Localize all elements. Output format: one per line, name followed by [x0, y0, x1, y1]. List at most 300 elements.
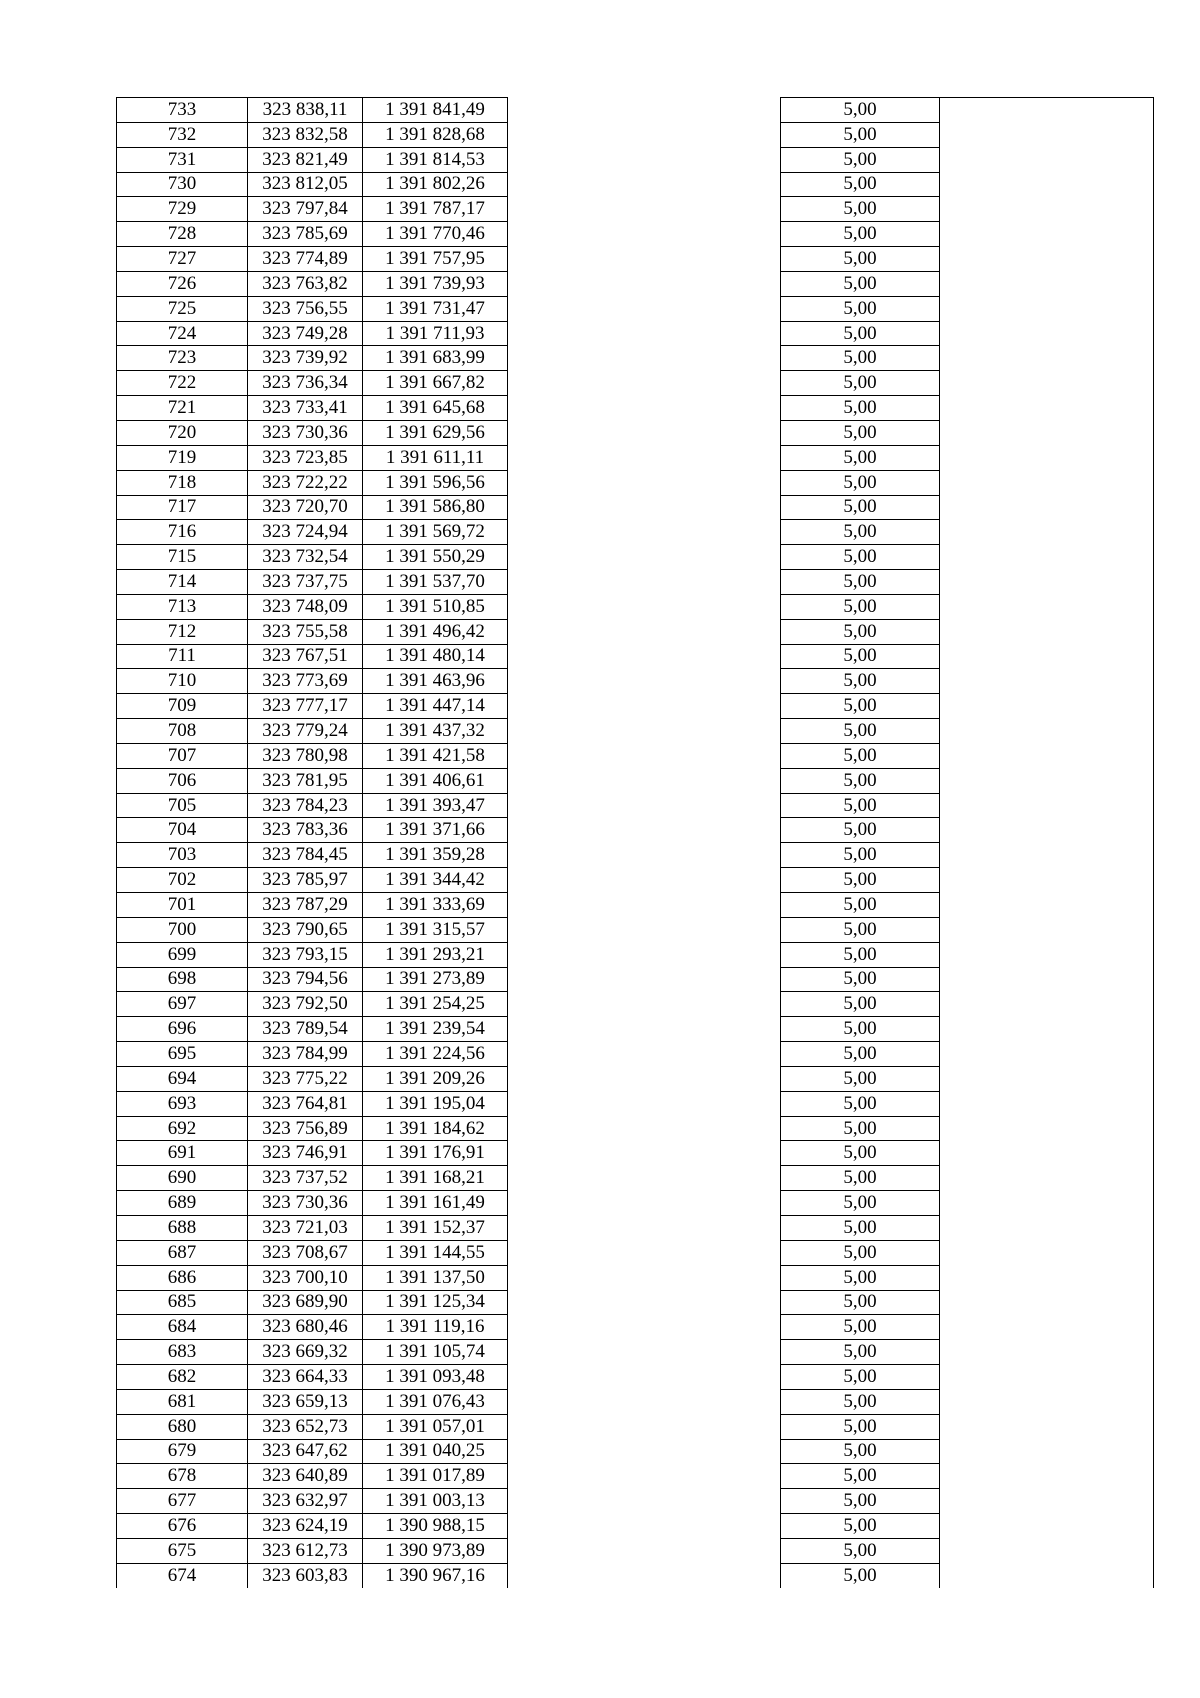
blank-cell: [940, 992, 1154, 1017]
value-cell: 5,00: [781, 1191, 940, 1216]
y-coordinate-cell: 1 391 293,21: [363, 942, 508, 967]
table-row: [117, 147, 1154, 172]
value-cell: 5,00: [781, 743, 940, 768]
y-coordinate-cell: 1 391 841,49: [363, 98, 508, 123]
blank-cell: [508, 1290, 781, 1315]
table-row: [117, 271, 1154, 296]
x-coordinate-cell: 323 838,11: [248, 98, 363, 123]
y-coordinate-cell: 1 391 168,21: [363, 1166, 508, 1191]
y-coordinate-cell: 1 391 437,32: [363, 719, 508, 744]
blank-cell: [508, 644, 781, 669]
value-cell: 5,00: [781, 1066, 940, 1091]
table-row: [117, 942, 1154, 967]
blank-cell: [508, 917, 781, 942]
blank-cell: [508, 296, 781, 321]
point-number-cell: 725: [117, 296, 248, 321]
y-coordinate-cell: 1 391 814,53: [363, 147, 508, 172]
y-coordinate-cell: 1 391 667,82: [363, 371, 508, 396]
value-cell: 5,00: [781, 1414, 940, 1439]
x-coordinate-cell: 323 784,23: [248, 793, 363, 818]
x-coordinate-cell: 323 748,09: [248, 594, 363, 619]
blank-cell: [508, 197, 781, 222]
blank-cell: [940, 694, 1154, 719]
x-coordinate-cell: 323 789,54: [248, 1017, 363, 1042]
point-number-cell: 726: [117, 271, 248, 296]
x-coordinate-cell: 323 724,94: [248, 520, 363, 545]
value-cell: 5,00: [781, 992, 940, 1017]
coordinates-table-body: [117, 98, 1154, 1588]
table-row: [117, 1340, 1154, 1365]
point-number-cell: 710: [117, 669, 248, 694]
blank-cell: [940, 172, 1154, 197]
blank-cell: [940, 1141, 1154, 1166]
table-row: [117, 1489, 1154, 1514]
value-cell: 5,00: [781, 296, 940, 321]
y-coordinate-cell: 1 391 315,57: [363, 917, 508, 942]
point-number-cell: 727: [117, 247, 248, 272]
x-coordinate-cell: 323 779,24: [248, 719, 363, 744]
x-coordinate-cell: 323 764,81: [248, 1091, 363, 1116]
blank-cell: [940, 122, 1154, 147]
blank-cell: [508, 768, 781, 793]
y-coordinate-cell: 1 391 371,66: [363, 818, 508, 843]
x-coordinate-cell: 323 737,52: [248, 1166, 363, 1191]
x-coordinate-cell: 323 763,82: [248, 271, 363, 296]
blank-cell: [940, 346, 1154, 371]
x-coordinate-cell: 323 739,92: [248, 346, 363, 371]
blank-cell: [940, 570, 1154, 595]
value-cell: 5,00: [781, 669, 940, 694]
point-number-cell: 707: [117, 743, 248, 768]
point-number-cell: 719: [117, 445, 248, 470]
value-cell: 5,00: [781, 942, 940, 967]
x-coordinate-cell: 323 784,99: [248, 1042, 363, 1067]
x-coordinate-cell: 323 812,05: [248, 172, 363, 197]
point-number-cell: 694: [117, 1066, 248, 1091]
blank-cell: [940, 1290, 1154, 1315]
table-row: [117, 768, 1154, 793]
y-coordinate-cell: 1 391 447,14: [363, 694, 508, 719]
y-coordinate-cell: 1 391 003,13: [363, 1489, 508, 1514]
blank-cell: [508, 346, 781, 371]
table-row: [117, 222, 1154, 247]
blank-cell: [508, 893, 781, 918]
x-coordinate-cell: 323 664,33: [248, 1365, 363, 1390]
point-number-cell: 699: [117, 942, 248, 967]
blank-cell: [508, 222, 781, 247]
y-coordinate-cell: 1 391 209,26: [363, 1066, 508, 1091]
blank-cell: [940, 396, 1154, 421]
value-cell: 5,00: [781, 917, 940, 942]
y-coordinate-cell: 1 391 144,55: [363, 1240, 508, 1265]
table-row: [117, 917, 1154, 942]
point-number-cell: 712: [117, 619, 248, 644]
value-cell: 5,00: [781, 197, 940, 222]
point-number-cell: 675: [117, 1538, 248, 1563]
blank-cell: [940, 917, 1154, 942]
value-cell: 5,00: [781, 545, 940, 570]
value-cell: 5,00: [781, 1315, 940, 1340]
x-coordinate-cell: 323 783,36: [248, 818, 363, 843]
value-cell: 5,00: [781, 1017, 940, 1042]
table-row: [117, 1091, 1154, 1116]
table-row: [117, 967, 1154, 992]
table-row: [117, 1315, 1154, 1340]
value-cell: 5,00: [781, 868, 940, 893]
table-row: [117, 470, 1154, 495]
point-number-cell: 678: [117, 1464, 248, 1489]
x-coordinate-cell: 323 773,69: [248, 669, 363, 694]
blank-cell: [508, 1141, 781, 1166]
x-coordinate-cell: 323 730,36: [248, 420, 363, 445]
blank-cell: [508, 1215, 781, 1240]
value-cell: 5,00: [781, 1166, 940, 1191]
value-cell: 5,00: [781, 843, 940, 868]
blank-cell: [508, 967, 781, 992]
table-row: [117, 992, 1154, 1017]
x-coordinate-cell: 323 730,36: [248, 1191, 363, 1216]
x-coordinate-cell: 323 785,69: [248, 222, 363, 247]
table-row: [117, 495, 1154, 520]
point-number-cell: 706: [117, 768, 248, 793]
blank-cell: [508, 1066, 781, 1091]
table-row: [117, 1116, 1154, 1141]
x-coordinate-cell: 323 669,32: [248, 1340, 363, 1365]
value-cell: 5,00: [781, 1141, 940, 1166]
blank-cell: [508, 1464, 781, 1489]
coordinates-table: [116, 97, 1154, 1588]
blank-cell: [508, 1116, 781, 1141]
blank-cell: [940, 1166, 1154, 1191]
value-cell: 5,00: [781, 222, 940, 247]
y-coordinate-cell: 1 391 586,80: [363, 495, 508, 520]
table-row: [117, 719, 1154, 744]
point-number-cell: 677: [117, 1489, 248, 1514]
y-coordinate-cell: 1 391 195,04: [363, 1091, 508, 1116]
point-number-cell: 704: [117, 818, 248, 843]
x-coordinate-cell: 323 746,91: [248, 1141, 363, 1166]
value-cell: 5,00: [781, 1265, 940, 1290]
table-row: [117, 644, 1154, 669]
y-coordinate-cell: 1 391 254,25: [363, 992, 508, 1017]
value-cell: 5,00: [781, 893, 940, 918]
x-coordinate-cell: 323 721,03: [248, 1215, 363, 1240]
value-cell: 5,00: [781, 594, 940, 619]
point-number-cell: 709: [117, 694, 248, 719]
table-row: [117, 594, 1154, 619]
value-cell: 5,00: [781, 420, 940, 445]
y-coordinate-cell: 1 391 105,74: [363, 1340, 508, 1365]
value-cell: 5,00: [781, 371, 940, 396]
point-number-cell: 679: [117, 1439, 248, 1464]
point-number-cell: 696: [117, 1017, 248, 1042]
blank-cell: [940, 222, 1154, 247]
blank-cell: [508, 1315, 781, 1340]
blank-cell: [940, 1191, 1154, 1216]
x-coordinate-cell: 323 756,89: [248, 1116, 363, 1141]
point-number-cell: 718: [117, 470, 248, 495]
x-coordinate-cell: 323 775,22: [248, 1066, 363, 1091]
y-coordinate-cell: 1 391 496,42: [363, 619, 508, 644]
y-coordinate-cell: 1 391 802,26: [363, 172, 508, 197]
x-coordinate-cell: 323 737,75: [248, 570, 363, 595]
blank-cell: [508, 1191, 781, 1216]
x-coordinate-cell: 323 632,97: [248, 1489, 363, 1514]
y-coordinate-cell: 1 391 057,01: [363, 1414, 508, 1439]
blank-cell: [940, 296, 1154, 321]
blank-cell: [940, 1265, 1154, 1290]
table-row: [117, 520, 1154, 545]
blank-cell: [940, 669, 1154, 694]
blank-cell: [508, 147, 781, 172]
y-coordinate-cell: 1 391 787,17: [363, 197, 508, 222]
table-row: [117, 1514, 1154, 1539]
point-number-cell: 729: [117, 197, 248, 222]
table-row: [117, 893, 1154, 918]
table-row: [117, 197, 1154, 222]
blank-cell: [940, 470, 1154, 495]
point-number-cell: 681: [117, 1389, 248, 1414]
point-number-cell: 697: [117, 992, 248, 1017]
y-coordinate-cell: 1 391 406,61: [363, 768, 508, 793]
x-coordinate-cell: 323 756,55: [248, 296, 363, 321]
point-number-cell: 720: [117, 420, 248, 445]
point-number-cell: 714: [117, 570, 248, 595]
y-coordinate-cell: 1 391 093,48: [363, 1365, 508, 1390]
blank-cell: [940, 1414, 1154, 1439]
x-coordinate-cell: 323 722,22: [248, 470, 363, 495]
point-number-cell: 684: [117, 1315, 248, 1340]
table-row: [117, 1389, 1154, 1414]
blank-cell: [940, 1091, 1154, 1116]
table-row: [117, 1439, 1154, 1464]
y-coordinate-cell: 1 391 757,95: [363, 247, 508, 272]
blank-cell: [508, 122, 781, 147]
x-coordinate-cell: 323 784,45: [248, 843, 363, 868]
blank-cell: [508, 793, 781, 818]
point-number-cell: 722: [117, 371, 248, 396]
x-coordinate-cell: 323 640,89: [248, 1464, 363, 1489]
blank-cell: [940, 321, 1154, 346]
blank-cell: [940, 197, 1154, 222]
point-number-cell: 715: [117, 545, 248, 570]
blank-cell: [508, 1240, 781, 1265]
blank-cell: [940, 619, 1154, 644]
x-coordinate-cell: 323 708,67: [248, 1240, 363, 1265]
value-cell: 5,00: [781, 520, 940, 545]
x-coordinate-cell: 323 793,15: [248, 942, 363, 967]
value-cell: 5,00: [781, 495, 940, 520]
table-row: [117, 445, 1154, 470]
value-cell: 5,00: [781, 1091, 940, 1116]
x-coordinate-cell: 323 624,19: [248, 1514, 363, 1539]
point-number-cell: 713: [117, 594, 248, 619]
table-row: [117, 694, 1154, 719]
point-number-cell: 733: [117, 98, 248, 123]
value-cell: 5,00: [781, 1340, 940, 1365]
x-coordinate-cell: 323 767,51: [248, 644, 363, 669]
x-coordinate-cell: 323 736,34: [248, 371, 363, 396]
y-coordinate-cell: 1 391 421,58: [363, 743, 508, 768]
blank-cell: [940, 1389, 1154, 1414]
blank-cell: [508, 669, 781, 694]
y-coordinate-cell: 1 391 683,99: [363, 346, 508, 371]
table-row: [117, 818, 1154, 843]
x-coordinate-cell: 323 652,73: [248, 1414, 363, 1439]
blank-cell: [508, 1439, 781, 1464]
y-coordinate-cell: 1 391 550,29: [363, 545, 508, 570]
blank-cell: [940, 98, 1154, 123]
value-cell: 5,00: [781, 619, 940, 644]
y-coordinate-cell: 1 391 596,56: [363, 470, 508, 495]
blank-cell: [508, 470, 781, 495]
point-number-cell: 728: [117, 222, 248, 247]
x-coordinate-cell: 323 781,95: [248, 768, 363, 793]
blank-cell: [508, 1265, 781, 1290]
y-coordinate-cell: 1 391 344,42: [363, 868, 508, 893]
y-coordinate-cell: 1 391 224,56: [363, 1042, 508, 1067]
point-number-cell: 674: [117, 1563, 248, 1587]
blank-cell: [508, 321, 781, 346]
blank-cell: [508, 1489, 781, 1514]
x-coordinate-cell: 323 689,90: [248, 1290, 363, 1315]
value-cell: 5,00: [781, 321, 940, 346]
point-number-cell: 676: [117, 1514, 248, 1539]
point-number-cell: 705: [117, 793, 248, 818]
table-row: [117, 545, 1154, 570]
table-row: [117, 570, 1154, 595]
x-coordinate-cell: 323 680,46: [248, 1315, 363, 1340]
blank-cell: [508, 172, 781, 197]
value-cell: 5,00: [781, 1240, 940, 1265]
table-row: [117, 868, 1154, 893]
y-coordinate-cell: 1 391 828,68: [363, 122, 508, 147]
x-coordinate-cell: 323 749,28: [248, 321, 363, 346]
blank-cell: [508, 247, 781, 272]
blank-cell: [508, 1365, 781, 1390]
x-coordinate-cell: 323 733,41: [248, 396, 363, 421]
point-number-cell: 703: [117, 843, 248, 868]
blank-cell: [940, 1315, 1154, 1340]
y-coordinate-cell: 1 391 770,46: [363, 222, 508, 247]
x-coordinate-cell: 323 723,85: [248, 445, 363, 470]
blank-cell: [940, 893, 1154, 918]
point-number-cell: 687: [117, 1240, 248, 1265]
table-row: [117, 1265, 1154, 1290]
blank-cell: [940, 371, 1154, 396]
table-row: [117, 843, 1154, 868]
x-coordinate-cell: 323 755,58: [248, 619, 363, 644]
y-coordinate-cell: 1 391 273,89: [363, 967, 508, 992]
blank-cell: [940, 719, 1154, 744]
y-coordinate-cell: 1 391 161,49: [363, 1191, 508, 1216]
value-cell: 5,00: [781, 396, 940, 421]
y-coordinate-cell: 1 391 611,11: [363, 445, 508, 470]
value-cell: 5,00: [781, 768, 940, 793]
blank-cell: [940, 1365, 1154, 1390]
value-cell: 5,00: [781, 1464, 940, 1489]
blank-cell: [508, 570, 781, 595]
blank-cell: [940, 495, 1154, 520]
blank-cell: [940, 942, 1154, 967]
blank-cell: [508, 719, 781, 744]
point-number-cell: 686: [117, 1265, 248, 1290]
x-coordinate-cell: 323 612,73: [248, 1538, 363, 1563]
y-coordinate-cell: 1 391 176,91: [363, 1141, 508, 1166]
blank-cell: [508, 1414, 781, 1439]
table-row: [117, 1017, 1154, 1042]
table-row: [117, 1066, 1154, 1091]
point-number-cell: 721: [117, 396, 248, 421]
value-cell: 5,00: [781, 719, 940, 744]
value-cell: 5,00: [781, 1042, 940, 1067]
blank-cell: [508, 843, 781, 868]
blank-cell: [508, 1017, 781, 1042]
y-coordinate-cell: 1 391 017,89: [363, 1464, 508, 1489]
blank-cell: [940, 818, 1154, 843]
x-coordinate-cell: 323 792,50: [248, 992, 363, 1017]
value-cell: 5,00: [781, 172, 940, 197]
value-cell: 5,00: [781, 793, 940, 818]
value-cell: 5,00: [781, 967, 940, 992]
table-row: [117, 1464, 1154, 1489]
value-cell: 5,00: [781, 271, 940, 296]
y-coordinate-cell: 1 391 152,37: [363, 1215, 508, 1240]
y-coordinate-cell: 1 391 510,85: [363, 594, 508, 619]
table-row: [117, 371, 1154, 396]
point-number-cell: 691: [117, 1141, 248, 1166]
point-number-cell: 698: [117, 967, 248, 992]
table-row: [117, 1141, 1154, 1166]
y-coordinate-cell: 1 391 731,47: [363, 296, 508, 321]
x-coordinate-cell: 323 647,62: [248, 1439, 363, 1464]
table-row: [117, 296, 1154, 321]
y-coordinate-cell: 1 391 040,25: [363, 1439, 508, 1464]
table-row: [117, 1414, 1154, 1439]
value-cell: 5,00: [781, 570, 940, 595]
y-coordinate-cell: 1 390 967,16: [363, 1563, 508, 1587]
blank-cell: [508, 495, 781, 520]
blank-cell: [508, 271, 781, 296]
value-cell: 5,00: [781, 1116, 940, 1141]
y-coordinate-cell: 1 391 537,70: [363, 570, 508, 595]
point-number-cell: 730: [117, 172, 248, 197]
y-coordinate-cell: 1 391 125,34: [363, 1290, 508, 1315]
blank-cell: [508, 594, 781, 619]
blank-cell: [940, 594, 1154, 619]
blank-cell: [508, 445, 781, 470]
value-cell: 5,00: [781, 1489, 940, 1514]
x-coordinate-cell: 323 797,84: [248, 197, 363, 222]
point-number-cell: 731: [117, 147, 248, 172]
blank-cell: [508, 1091, 781, 1116]
y-coordinate-cell: 1 391 629,56: [363, 420, 508, 445]
blank-cell: [940, 843, 1154, 868]
blank-cell: [508, 818, 781, 843]
table-row: [117, 172, 1154, 197]
blank-cell: [940, 1464, 1154, 1489]
point-number-cell: 716: [117, 520, 248, 545]
blank-cell: [508, 1563, 781, 1587]
point-number-cell: 683: [117, 1340, 248, 1365]
table-row: [117, 247, 1154, 272]
blank-cell: [940, 1538, 1154, 1563]
blank-cell: [508, 1514, 781, 1539]
point-number-cell: 702: [117, 868, 248, 893]
blank-cell: [940, 644, 1154, 669]
table-row: [117, 1166, 1154, 1191]
x-coordinate-cell: 323 790,65: [248, 917, 363, 942]
